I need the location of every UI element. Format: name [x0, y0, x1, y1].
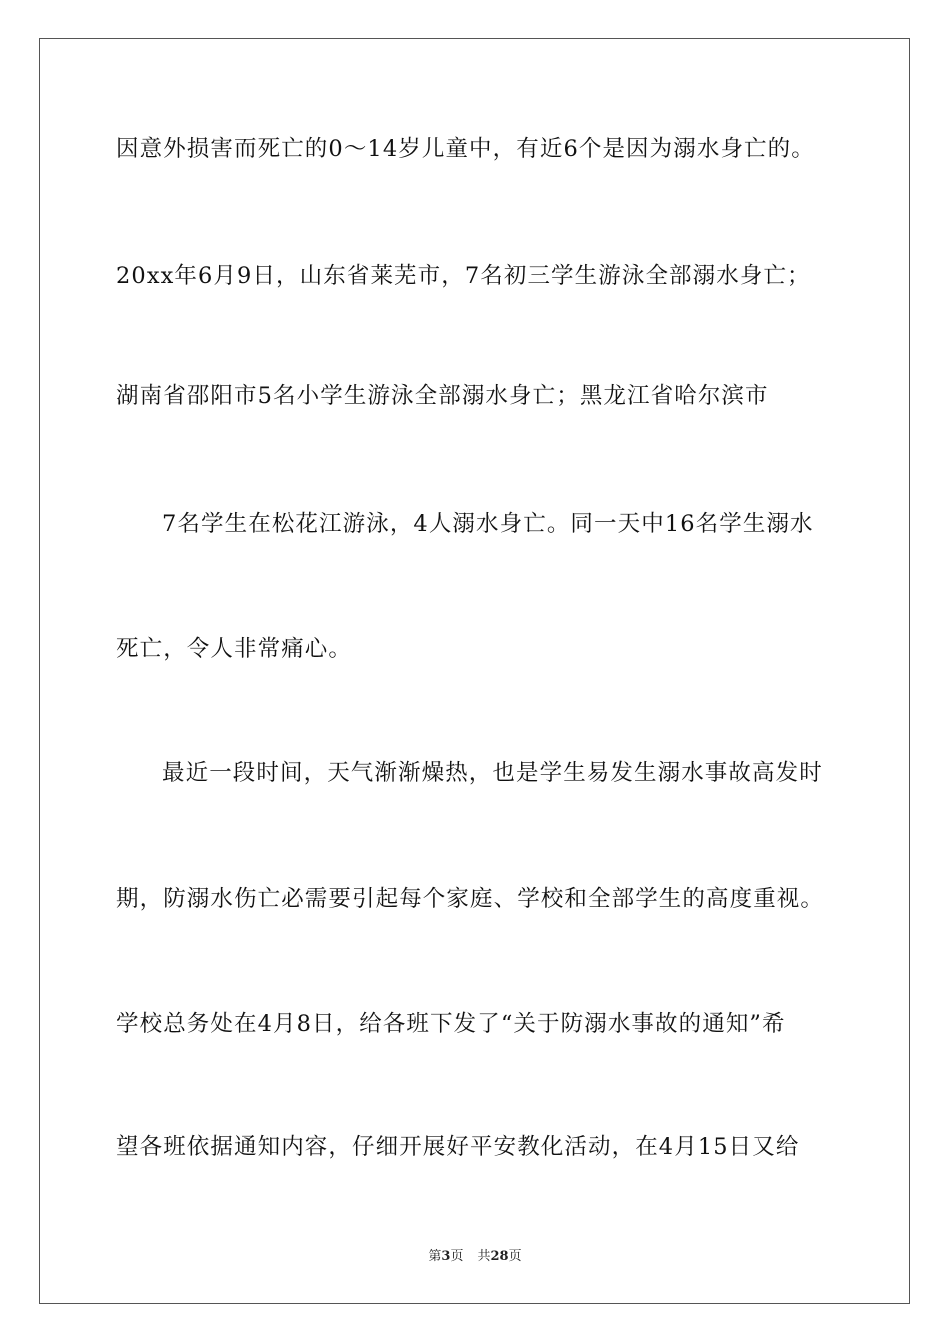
text-line-2: 20xx年6月9日，山东省莱芜市，7名初三学生游泳全部溺水身亡；: [116, 263, 811, 289]
page-current: 3: [441, 1249, 451, 1264]
total-prefix: 共: [477, 1249, 491, 1264]
text-line-4: 7名学生在松花江游泳，4人溺水身亡。同一天中16名学生溺水: [162, 511, 814, 537]
text-line-6: 最近一段时间，天气渐渐燥热，也是学生易发生溺水事故高发时: [162, 760, 823, 786]
page-number: [428, 1249, 463, 1264]
total-suffix: 页: [508, 1249, 522, 1264]
text-line-8: 学校总务处在4月8日，给各班下发了“关于防溺水事故的通知”希: [116, 1011, 786, 1037]
total-count: 28: [490, 1249, 509, 1264]
text-line-7: 期，防溺水伤亡必需要引起每个家庭、学校和全部学生的高度重视。: [116, 886, 825, 912]
page-frame: [39, 38, 910, 1304]
page-suffix: 页: [450, 1249, 464, 1264]
text-line-1: 因意外损害而死亡的0～14岁儿童中，有近6个是因为溺水身亡的。: [116, 136, 815, 162]
page-footer: [0, 1248, 950, 1266]
page-total: [477, 1249, 521, 1264]
page-prefix: 第: [428, 1249, 442, 1264]
text-line-5: 死亡，令人非常痛心。: [116, 636, 353, 662]
text-line-3: 湖南省邵阳市5名小学生游泳全部溺水身亡；黑龙江省哈尔滨市: [116, 383, 769, 409]
text-line-9: 望各班依据通知内容，仔细开展好平安教化活动，在4月15日又给: [116, 1134, 800, 1160]
